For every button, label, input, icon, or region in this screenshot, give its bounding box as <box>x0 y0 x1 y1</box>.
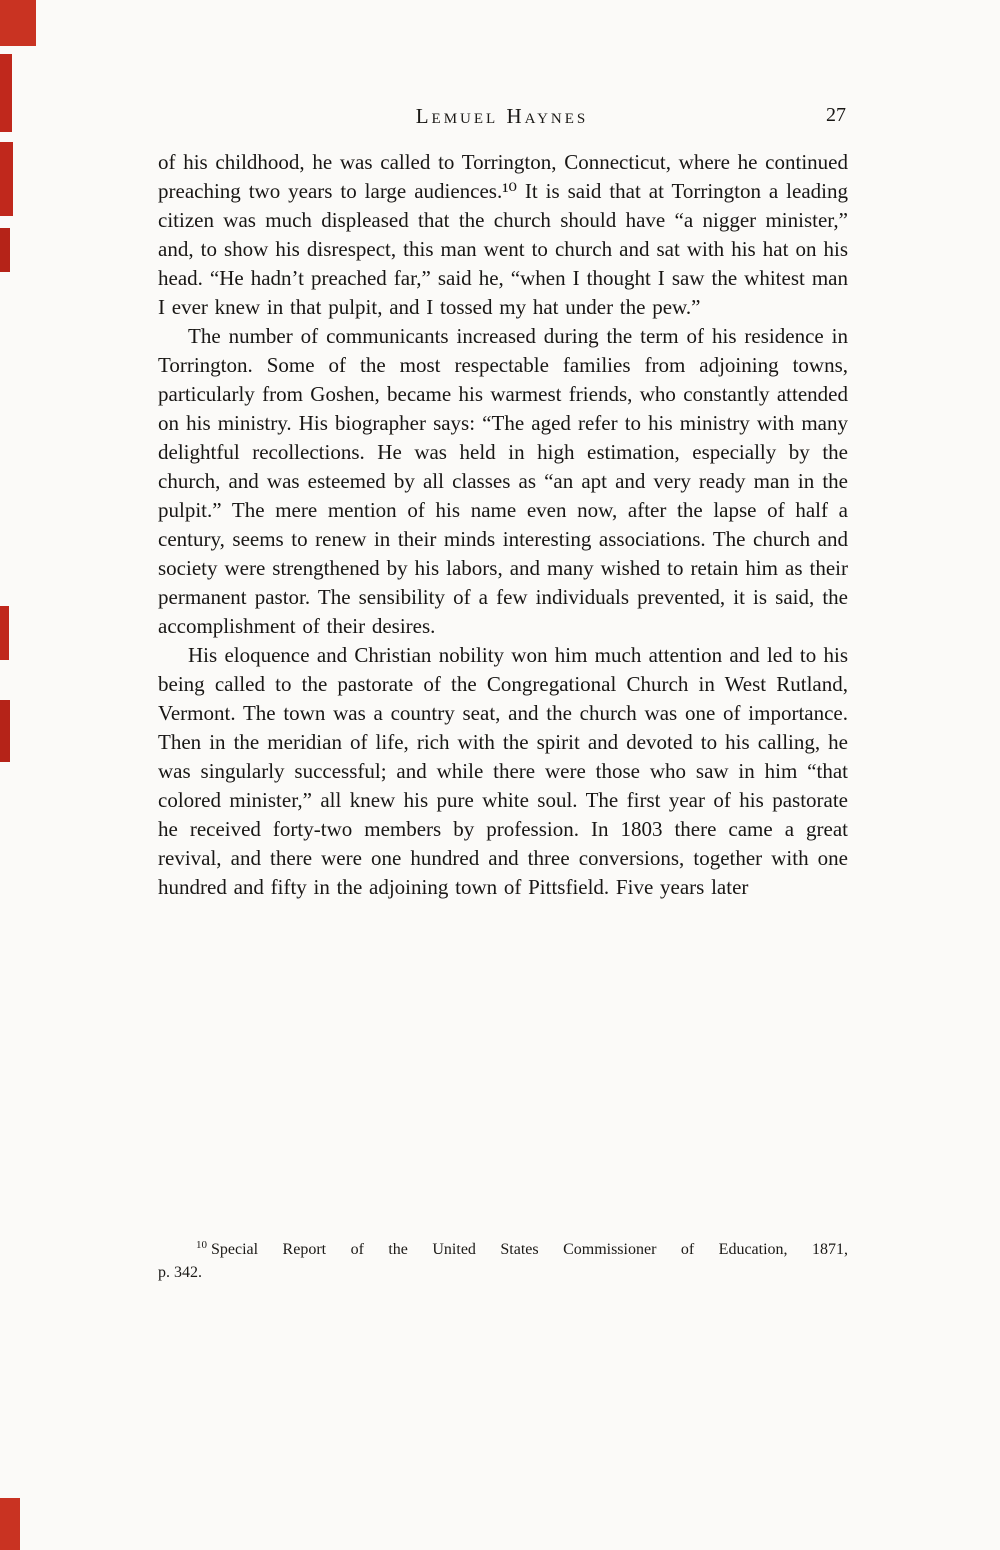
scan-artifact <box>0 1498 20 1550</box>
scan-artifact <box>0 142 13 216</box>
page-number: 27 <box>826 104 846 126</box>
scan-artifact <box>0 0 36 46</box>
page-header <box>158 104 846 134</box>
scan-artifact <box>0 700 10 762</box>
scan-artifact <box>0 228 10 272</box>
paragraph: His eloquence and Christian nobility won him much attention and led to his being called to the pastorate of the Congregational Church in West Rutland, Vermont. The town was a country seat, and the church was one of importance. Then in the meridian of life, rich with the spirit and devoted to his calling, he was singularly successful; and while there were those who saw in him “that colored minister,” all knew his pure white soul. The first year of his pastorate he received forty-two members by profession. In 1803 there came a great revival, and there were one hundred and three conversions, together with one hundred and fifty in the adjoining town of Pittsfield. Five years later <box>158 643 848 899</box>
footnote-page-ref: p. 342. <box>158 1264 202 1281</box>
scan-artifact <box>0 54 12 132</box>
footnote <box>158 1238 848 1284</box>
footnote-marker: 10 <box>196 1238 207 1251</box>
paragraph: The number of communicants increased during the term of his residence in Torrington. Some of the most respectable families from adjoining towns, particularly from Goshen, became his warmest friends, who constantly attended on his ministry. His biographer says: “The aged refer to his ministry with many delightful recollections. He was held in high estimation, especially by the church, and was esteemed by all classes as “an apt and very ready man in the pulpit.” The mere mention of his name even now, after the lapse of half a century, seems to renew in their minds interesting associations. The church and society were strengthened by his labors, and many wished to retain him as their permanent pastor. The sensibility of a few individuals prevented, it is said, the accomplishment of their desires. <box>158 324 848 638</box>
paragraph: of his childhood, he was called to Torrington, Connecticut, where he continued preaching two years to large audiences.¹⁰ It is said that at Torrington a leading citizen was much displeased that the church should have “a nigger minister,” and, to show his disrespect, this man went to church and sat with his hat on his head. “He hadn’t preached far,” said he, “when I thought I saw the whitest man I ever knew in that pulpit, and I tossed my hat under the pew.” <box>158 150 848 319</box>
footnote-line <box>158 1238 848 1261</box>
footnote-text: Special Report of the United States Commissioner of Education, 1871, <box>211 1241 848 1258</box>
running-title: Lemuel Haynes <box>415 104 589 128</box>
scan-artifact <box>0 606 9 660</box>
body-text <box>158 148 848 902</box>
